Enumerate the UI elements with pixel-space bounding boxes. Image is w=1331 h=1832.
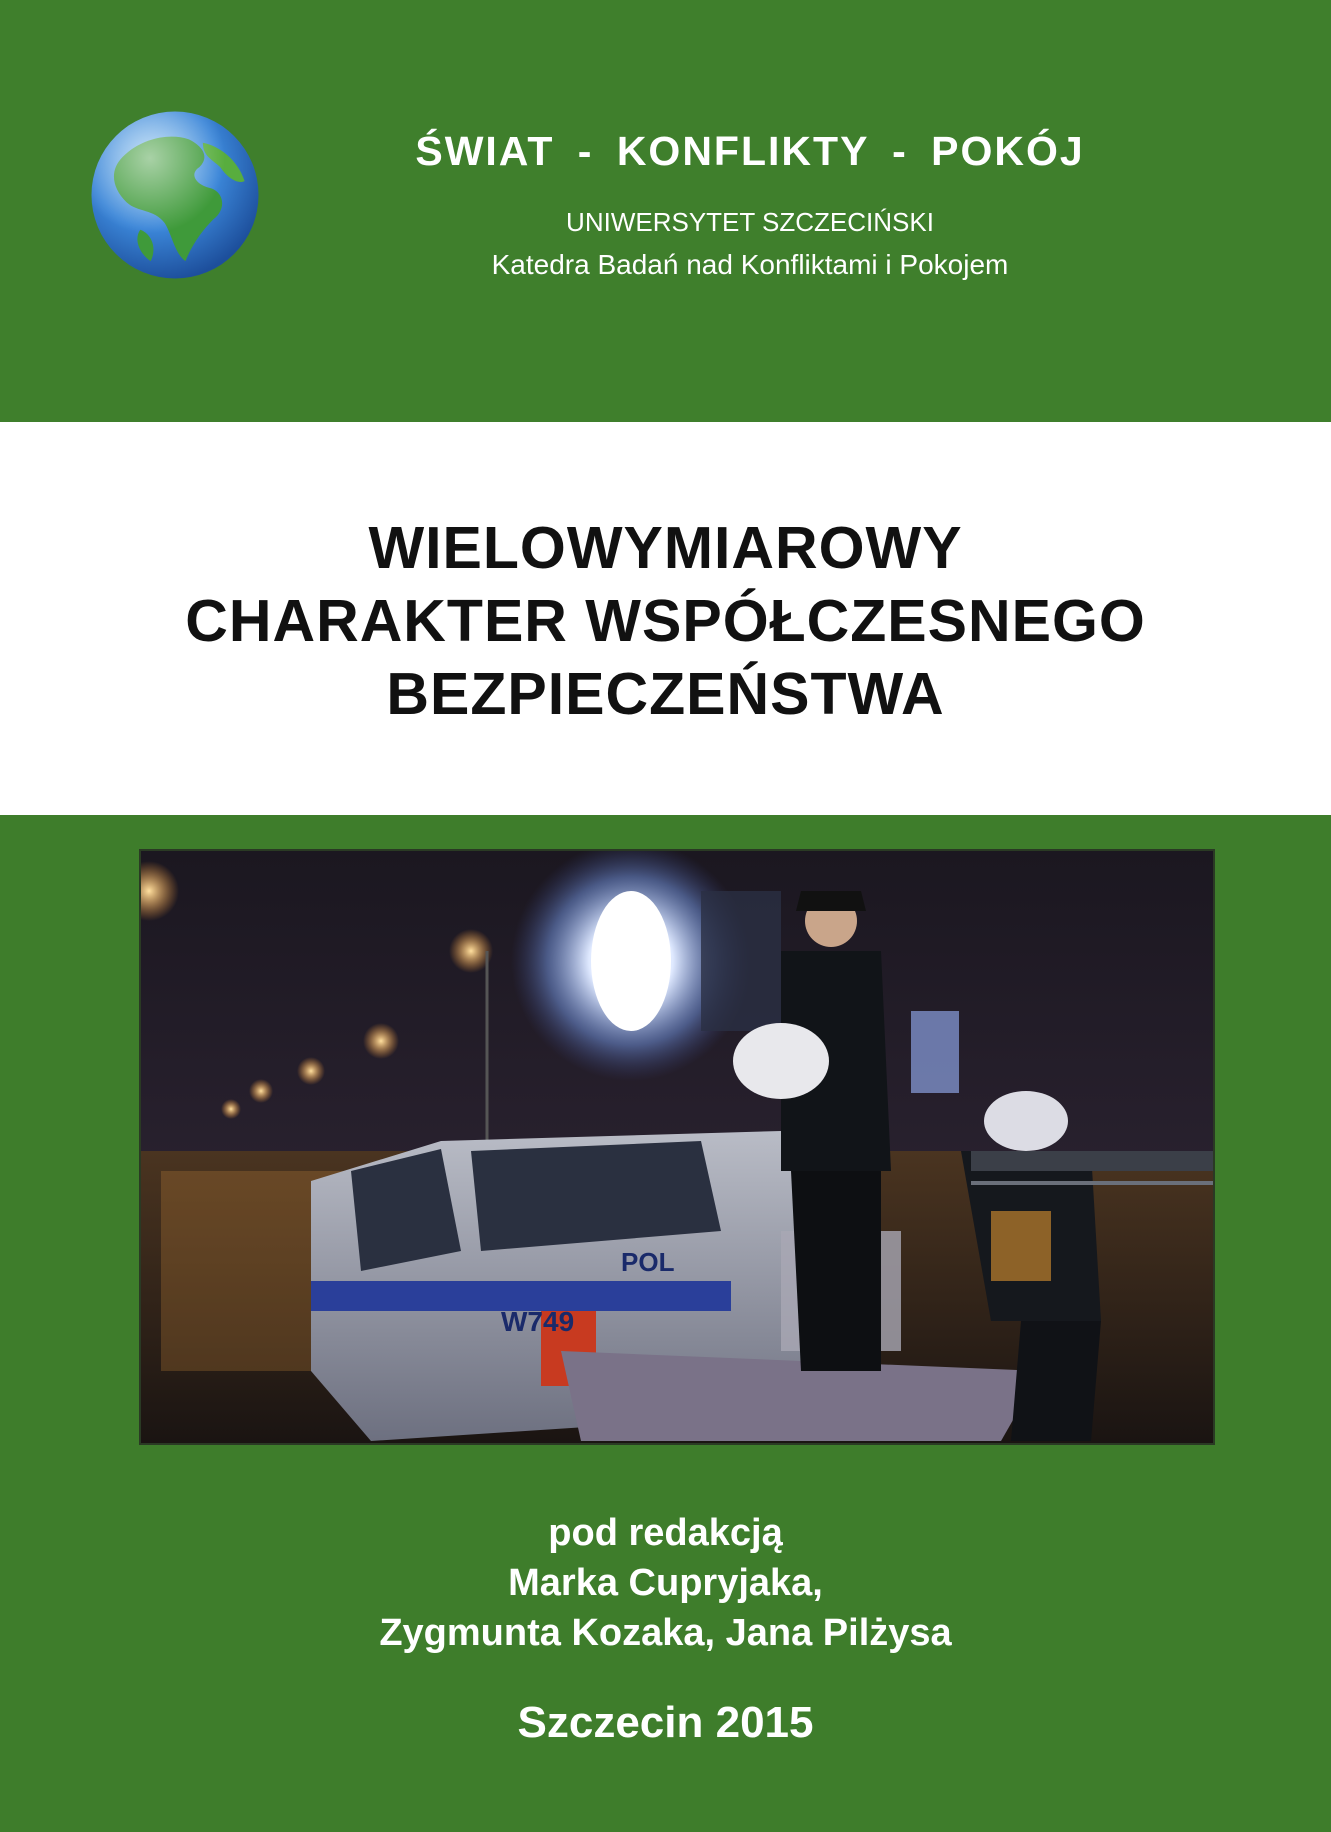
vehicle-text: POL xyxy=(621,1247,675,1277)
book-title xyxy=(0,512,1331,731)
book-title-line: WIELOWYMIAROWY xyxy=(368,515,963,581)
editor-names: Marka Cupryjaka, xyxy=(508,1562,823,1604)
editor-names: Zygmunta Kozaka, Jana Pilżysa xyxy=(379,1612,952,1654)
series-title: ŚWIAT - KONFLIKTY - POKÓJ xyxy=(415,128,1085,174)
book-title-line: CHARAKTER WSPÓŁCZESNEGO xyxy=(185,588,1146,654)
cover-photo xyxy=(139,849,1215,1445)
police-night-photo xyxy=(141,851,1213,1443)
editors-intro: pod redakcją xyxy=(548,1512,783,1554)
book-title-line: BEZPIECZEŃSTWA xyxy=(386,661,945,727)
university-name: UNIWERSYTET SZCZECIŃSKI xyxy=(566,207,934,237)
globe-icon xyxy=(88,108,262,282)
department-name: Katedra Badań nad Konfliktami i Pokojem xyxy=(491,249,1009,280)
vehicle-marking: W749 xyxy=(501,1306,575,1337)
editors-block xyxy=(0,1508,1331,1658)
place-year: Szczecin 2015 xyxy=(517,1698,814,1747)
